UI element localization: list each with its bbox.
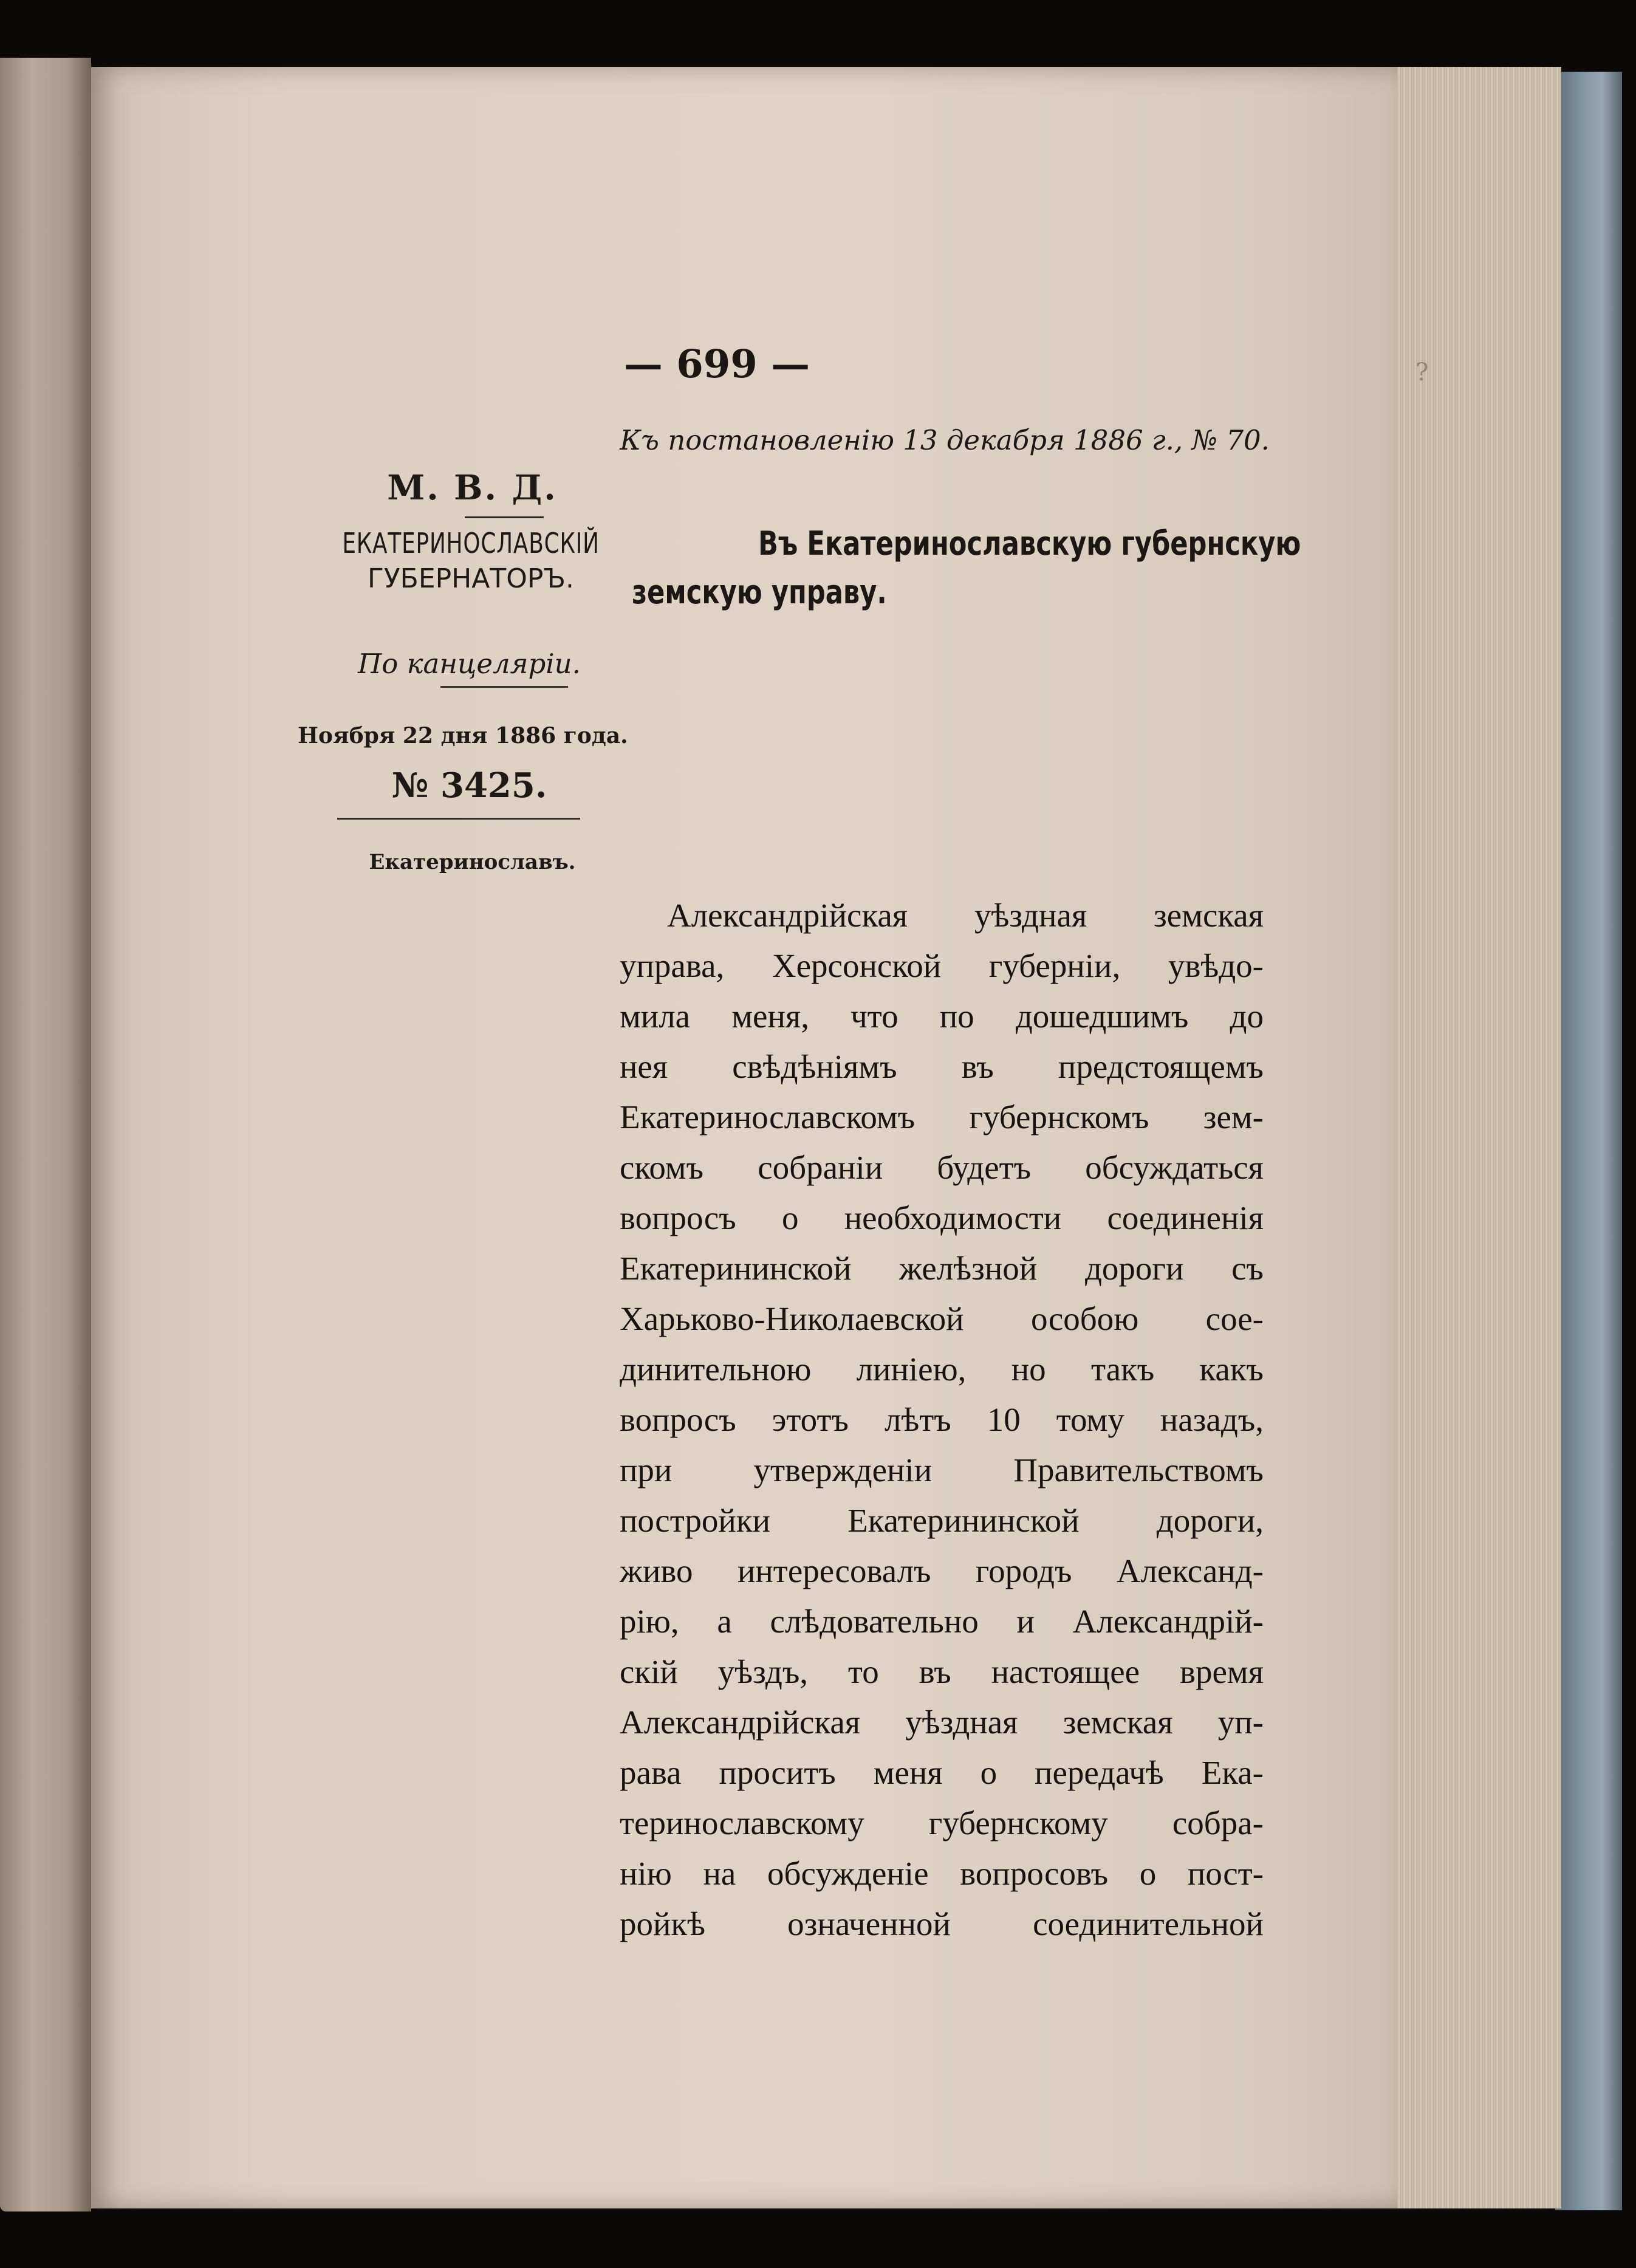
letter-date: Ноября 22 дня 1886 года. — [298, 723, 628, 749]
divider — [440, 686, 568, 688]
body-line: нію на обсужденіе вопросовъ о пост- — [620, 1855, 1264, 1892]
body-line: динительною линіею, но такъ какъ — [620, 1351, 1264, 1388]
body-line: скій уѣздъ, то въ настоящее время — [620, 1653, 1264, 1690]
body-line: Харьково-Николаевской особою сое- — [620, 1300, 1264, 1337]
body-line: вопросъ этотъ лѣтъ 10 тому назадъ, — [620, 1401, 1264, 1438]
office-label: По канцеляріи. — [358, 648, 581, 680]
body-line: Екатеринославскомъ губернскомъ зем- — [620, 1098, 1264, 1136]
body-line: Екатерининской желѣзной дороги съ — [620, 1250, 1264, 1287]
divider — [465, 516, 544, 518]
body-line: Александрійская уѣздная земская уп- — [620, 1704, 1264, 1741]
page-number: — 699 — — [623, 341, 810, 387]
sender-city: Екатеринославъ. — [369, 850, 576, 874]
body-line: живо интересовалъ городъ Александ- — [620, 1552, 1264, 1589]
body-line: ройкѣ означенной соединительной — [620, 1905, 1264, 1942]
page-stack-edge — [1379, 67, 1561, 2208]
body-line: рію, а слѣдовательно и Александрій- — [620, 1603, 1264, 1640]
sender-block — [298, 468, 628, 874]
resolution-reference: Къ постановленію 13 декабря 1886 г., № 70. — [620, 424, 1270, 456]
body-line: мила меня, что по дошедшимъ до — [620, 998, 1264, 1035]
letter-number: № 3425. — [391, 766, 547, 806]
body-line: управа, Херсонской губерніи, увѣдо- — [620, 947, 1264, 984]
body-line: нея свѣдѣніямъ въ предстоящемъ — [620, 1048, 1264, 1085]
document-page — [91, 67, 1429, 2208]
letter-body — [620, 890, 1264, 1949]
addressee-line: земскую управу. — [632, 573, 887, 611]
book-cover-edge — [1555, 72, 1622, 2210]
body-line: постройки Екатерининской дороги, — [620, 1502, 1264, 1539]
body-line: скомъ собраніи будетъ обсуждаться — [620, 1149, 1264, 1186]
pencil-mark: ? — [1415, 358, 1429, 386]
addressee-line: Въ Екатеринославскую губернскую — [758, 524, 1301, 563]
body-line: Александрійская уѣздная земская — [667, 897, 1264, 934]
body-line: рава проситъ меня о передачѣ Ека- — [620, 1754, 1264, 1791]
divider — [337, 818, 580, 820]
facing-page-edge — [0, 58, 91, 2211]
body-line: вопросъ о необходимости соединенія — [620, 1199, 1264, 1236]
body-line: теринославскому губернскому собра- — [620, 1804, 1264, 1841]
addressee-block — [632, 519, 1301, 617]
governor-title-line2: ГУБЕРНАТОРЪ. — [367, 563, 574, 594]
body-line: при утвержденіи Правительствомъ — [620, 1451, 1264, 1489]
ministry-abbrev: М. В. Д. — [387, 468, 558, 508]
governor-title-line1: ЕКАТЕРИНОСЛАВСКІЙ — [342, 527, 600, 560]
